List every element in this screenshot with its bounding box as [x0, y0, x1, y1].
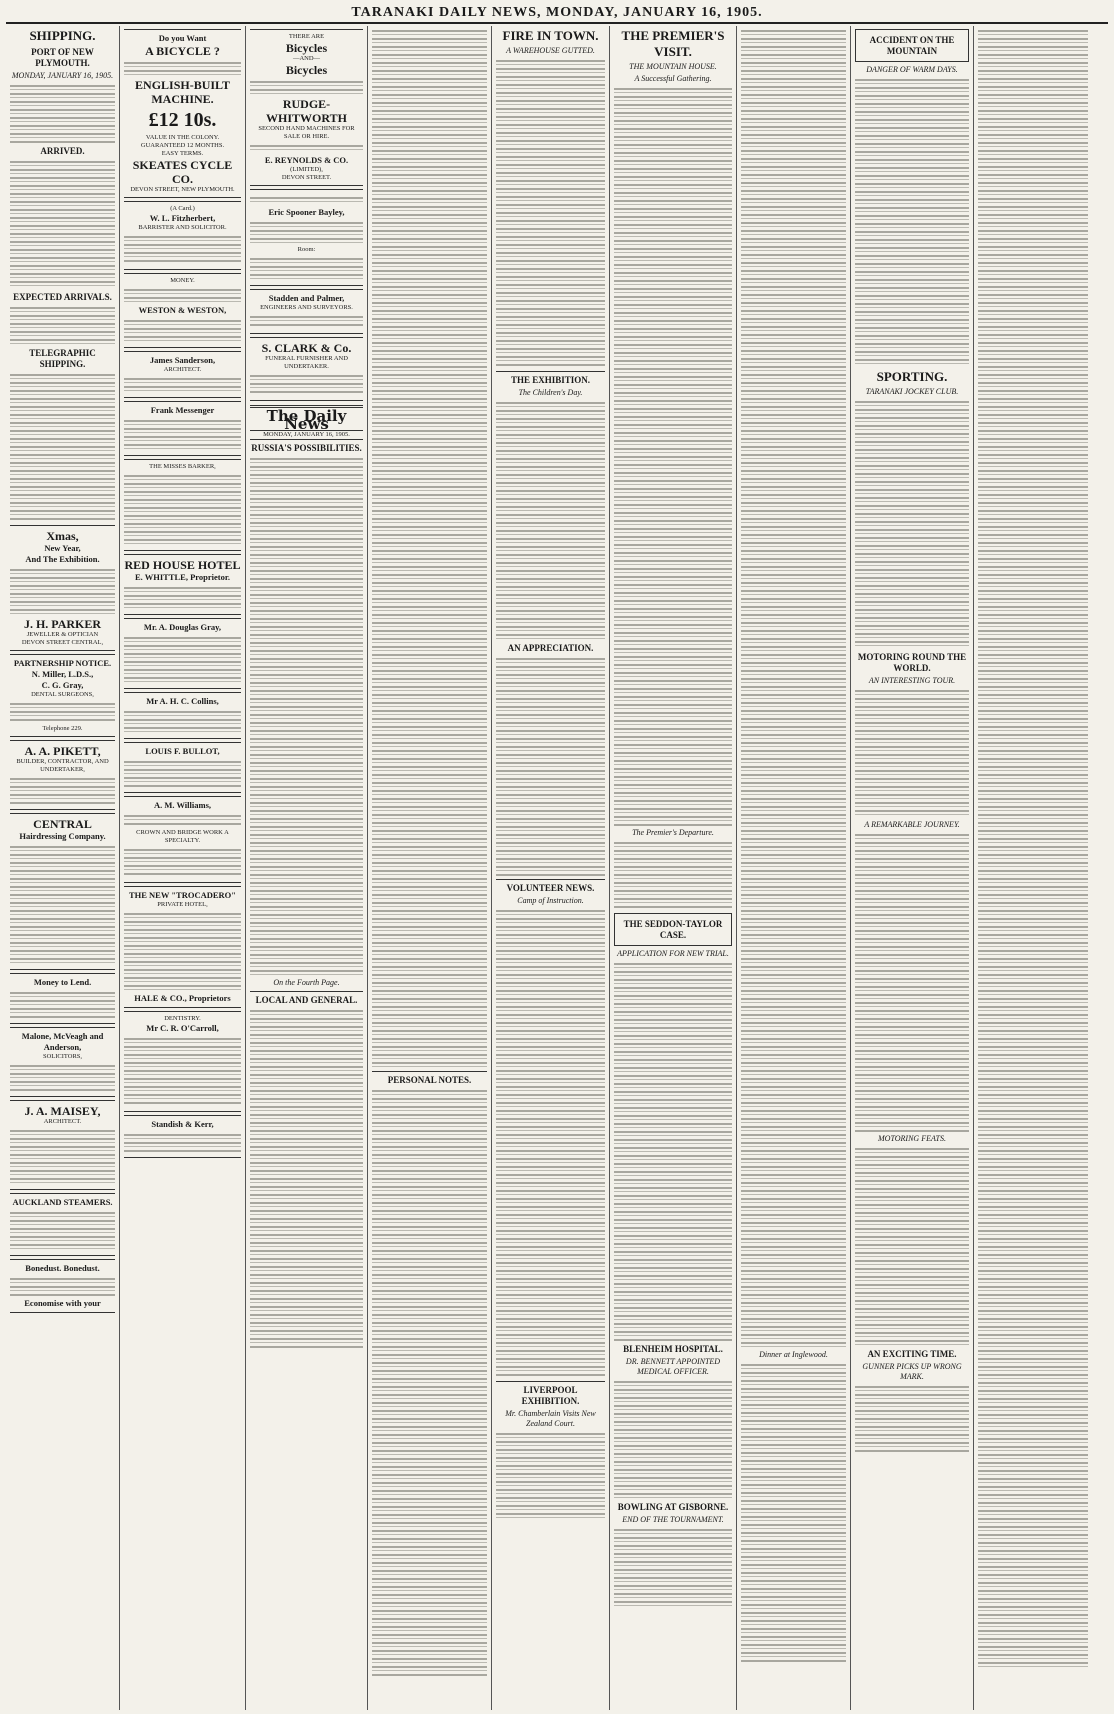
premier-heading: THE PREMIER'S VISIT. — [621, 28, 725, 59]
bicycle-text: A BICYCLE ? — [145, 44, 220, 58]
money-heading: Money to Lend. — [33, 977, 92, 987]
central-name: CENTRAL — [33, 817, 92, 831]
premier-departure: The Premier's Departure. — [632, 828, 714, 837]
columns — [6, 26, 1108, 1710]
solicitors-text: SOLICITORS, — [42, 1053, 83, 1060]
tournament-end: END OF THE TOURNAMENT. — [622, 1515, 724, 1524]
inglewood-dinner: Dinner at Inglewood. — [759, 1350, 828, 1359]
spooner-ad — [250, 189, 363, 286]
parker-name: J. H. PARKER — [23, 617, 102, 631]
bicycle-ad — [124, 29, 241, 198]
messenger-ad — [124, 401, 241, 456]
column-4 — [368, 26, 492, 1710]
mountain-house: THE MOUNTAIN HOUSE. — [629, 62, 717, 71]
redhouse-ad — [124, 554, 241, 615]
malone-ad — [10, 1027, 115, 1097]
engineers-text: ENGINEERS AND SURVEYORS. — [260, 304, 353, 311]
misses-barker: THE MISSES BARKER, — [149, 463, 216, 470]
ocarroll-ad — [124, 1011, 241, 1112]
collins-ad — [124, 692, 241, 739]
port-date: MONDAY, JANUARY 16, 1905. — [11, 71, 114, 80]
pikett-trade: BUILDER, CONTRACTOR, AND UNDERTAKER, — [16, 758, 109, 773]
trocadero-ad — [124, 886, 241, 1008]
blenheim-heading: BLENHEIM HOSPITAL. — [623, 1344, 723, 1354]
and-text: —AND— — [292, 55, 321, 62]
sanderson-architect: ARCHITECT. — [163, 366, 202, 373]
arrived-heading: ARRIVED. — [40, 146, 85, 156]
auckland-ad — [10, 1193, 115, 1256]
warehouse-subheading: A WAREHOUSE GUTTED. — [506, 46, 595, 55]
reynolds-name: E. REYNOLDS & CO. — [264, 155, 349, 165]
seddon-box — [614, 913, 732, 946]
gray-name: C. G. Gray, — [41, 680, 84, 690]
pikett-ad — [10, 740, 115, 810]
williams-ad — [124, 796, 241, 883]
english-built: ENGLISH-BUILT — [135, 78, 230, 92]
sanderson-name: James Sanderson, — [149, 355, 216, 365]
column-3 — [246, 26, 368, 1710]
crown-bridge: CROWN AND BRIDGE WORK A SPECIALTY. — [136, 829, 229, 844]
expected-heading: EXPECTED ARRIVALS. — [13, 292, 112, 302]
exhibition-heading: THE EXHIBITION. — [510, 375, 591, 385]
standish-name: Standish & Kerr, — [151, 1119, 214, 1129]
maisey-name: J. A. MAISEY, — [24, 1104, 101, 1118]
column-9 — [974, 26, 1092, 1710]
money-ad — [10, 973, 115, 1024]
want-text: Do you Want — [158, 33, 207, 43]
parker-address: DEVON STREET CENTRAL, — [21, 639, 104, 646]
telephone-number: Telephone 229. — [42, 725, 83, 732]
bonedust-heading: Bonedust. Bonedust. — [25, 1263, 100, 1273]
money-heading-2: MONEY. — [170, 277, 195, 284]
camp-subheading: Camp of Instruction. — [517, 896, 584, 905]
masthead: TARANAKI DAILY NEWS, MONDAY, JANUARY 16, 1905. — [6, 4, 1108, 24]
remarkable-journey: A REMARKABLE JOURNEY. — [864, 820, 960, 829]
skeates-name: SKEATES CYCLE CO. — [132, 158, 233, 186]
there-are: THERE ARE — [288, 33, 325, 40]
limited-text: (LIMITED), — [290, 166, 323, 173]
column-7 — [737, 26, 851, 1710]
column-1 — [6, 26, 120, 1710]
central-ad — [10, 813, 115, 970]
whittle-name: E. WHITTLE, Proprietor. — [134, 572, 230, 582]
collins-name: Mr A. H. C. Collins, — [146, 696, 219, 706]
sporting-heading: SPORTING. — [876, 369, 948, 384]
whitworth-text: WHITWORTH — [266, 111, 347, 125]
douglas-ad — [124, 618, 241, 689]
seddon-heading: THE SEDDON-TAYLOR CASE. — [623, 919, 723, 940]
standish-ad — [124, 1115, 241, 1158]
appreciation-heading: AN APPRECIATION. — [507, 643, 594, 653]
secondhand-text: SECOND HAND MACHINES FOR SALE OR HIRE. — [258, 125, 355, 140]
local-general-heading: LOCAL AND GENERAL. — [255, 995, 358, 1005]
bicycles-1: Bicycles — [285, 41, 328, 55]
weston-name: WESTON & WESTON, — [138, 305, 227, 315]
maisey-ad — [10, 1100, 115, 1190]
stadden-name: Stadden and Palmer, — [268, 293, 345, 303]
chamberlain-subheading: Mr. Chamberlain Visits New Zealand Court. — [505, 1409, 596, 1428]
bicycles-2: Bicycles — [285, 63, 328, 77]
sanderson-ad — [124, 351, 241, 398]
childrens-day: The Children's Day. — [518, 388, 583, 397]
value-text: VALUE IN THE COLONY. — [145, 134, 220, 141]
williams-name: A. M. Williams, — [153, 800, 212, 810]
price-text: £12 10s. — [148, 109, 217, 131]
personal-notes-heading: PERSONAL NOTES. — [387, 1075, 472, 1085]
new-trial: APPLICATION FOR NEW TRIAL. — [617, 949, 729, 958]
accident-heading: ACCIDENT ON THE MOUNTAIN — [869, 35, 955, 56]
dental-surgeons: DENTAL SURGEONS, — [31, 691, 94, 698]
fitzherbert-name: W. L. Fitzherbert, — [149, 213, 216, 223]
motoring-heading: MOTORING ROUND THE WORLD. — [857, 652, 967, 673]
shipping-heading: SHIPPING. — [29, 28, 96, 43]
bonedust-ad — [10, 1259, 115, 1313]
spooner-name: Eric Spooner Bayley, — [268, 207, 345, 217]
new-year-text: New Year, — [44, 543, 81, 553]
column-2 — [120, 26, 246, 1710]
card-text: (A Card.) — [170, 205, 195, 212]
hale-name: HALE & CO., Proprietors — [134, 993, 231, 1003]
fire-heading: FIRE IN TOWN. — [502, 28, 599, 43]
partnership-ad — [10, 654, 115, 737]
xmas-text: Xmas, — [46, 529, 79, 543]
bullot-name: LOUIS F. BULLOT, — [145, 746, 220, 756]
machine-text: MACHINE. — [151, 92, 214, 106]
column-8 — [851, 26, 974, 1710]
skeates-address: DEVON STREET, NEW PLYMOUTH. — [130, 186, 235, 193]
pikett-name: A. A. PIKETT, — [24, 744, 101, 758]
fitzherbert-ad — [124, 201, 241, 270]
daily-news-date: MONDAY, JANUARY 16, 1905. — [250, 430, 363, 440]
port-heading: PORT OF NEW PLYMOUTH. — [31, 47, 94, 68]
guaranteed-text: GUARANTEED 12 MONTHS. — [140, 142, 225, 149]
danger-subheading: DANGER OF WARM DAYS. — [866, 65, 958, 74]
parker-ad — [10, 525, 115, 651]
private-hotel: PRIVATE HOTEL, — [157, 901, 208, 908]
bullot-ad — [124, 742, 241, 793]
trocadero-name: THE NEW "TROCADERO" — [128, 890, 237, 900]
bennett-appointed: DR. BENNETT APPOINTED MEDICAL OFFICER. — [625, 1357, 721, 1376]
telegraphic-heading: TELEGRAPHIC SHIPPING. — [29, 348, 96, 369]
jockey-club: TARANAKI JOCKEY CLUB. — [865, 387, 959, 396]
dentistry-heading: DENTISTRY. — [164, 1015, 201, 1022]
daily-news-title: The Daily News — [266, 407, 347, 433]
room-text: Room: — [297, 246, 316, 253]
barrister-text: BARRISTER AND SOLICITOR. — [138, 224, 227, 231]
column-5 — [492, 26, 610, 1710]
barker-ad — [124, 459, 241, 551]
douglas-name: Mr. A. Douglas Gray, — [143, 622, 222, 632]
rudge-ad — [250, 29, 363, 186]
messenger-name: Frank Messenger — [150, 405, 215, 415]
funeral-text: FUNERAL FURNISHER AND UNDERTAKER. — [265, 355, 348, 370]
interesting-tour: AN INTERESTING TOUR. — [868, 676, 956, 685]
successful-gathering: A Successful Gathering. — [634, 74, 712, 83]
easy-terms: EASY TERMS. — [161, 150, 204, 157]
gunner-subheading: GUNNER PICKS UP WRONG MARK. — [862, 1362, 962, 1381]
liverpool-heading: LIVERPOOL EXHIBITION. — [521, 1385, 580, 1406]
accident-box — [855, 29, 969, 62]
devon-street: DEVON STREET. — [281, 174, 332, 181]
miller-name: N. Miller, L.D.S., — [31, 669, 94, 679]
volunteer-heading: VOLUNTEER NEWS. — [506, 883, 595, 893]
motoring-feats: MOTORING FEATS. — [878, 1134, 946, 1143]
maisey-architect: ARCHITECT. — [43, 1118, 82, 1125]
exhibition-text: And The Exhibition. — [25, 554, 100, 564]
economise-text: Economise with your — [24, 1298, 101, 1308]
fourth-page: On the Fourth Page. — [273, 978, 340, 987]
clark-name: S. CLARK & Co. — [261, 341, 352, 355]
auckland-heading: AUCKLAND STEAMERS. — [12, 1197, 113, 1207]
russia-heading: RUSSIA'S POSSIBILITIES. — [251, 443, 362, 453]
partnership-heading: PARTNERSHIP NOTICE. — [13, 658, 112, 668]
column-6 — [610, 26, 737, 1710]
bowling-heading: BOWLING AT GISBORNE. — [617, 1502, 729, 1512]
redhouse-name: RED HOUSE HOTEL — [124, 558, 241, 572]
weston-ad — [124, 273, 241, 348]
parker-trade: JEWELLER & OPTICIAN — [26, 631, 99, 638]
rudge-text: RUDGE- — [282, 97, 331, 111]
stadden-ad — [250, 289, 363, 334]
ocarroll-name: Mr C. R. O'Carroll, — [146, 1023, 219, 1033]
hairdressing-name: Hairdressing Company. — [19, 831, 106, 841]
clark-ad — [250, 337, 363, 401]
malone-name: Malone, McVeagh and Anderson, — [21, 1031, 104, 1052]
exciting-heading: AN EXCITING TIME. — [867, 1349, 957, 1359]
